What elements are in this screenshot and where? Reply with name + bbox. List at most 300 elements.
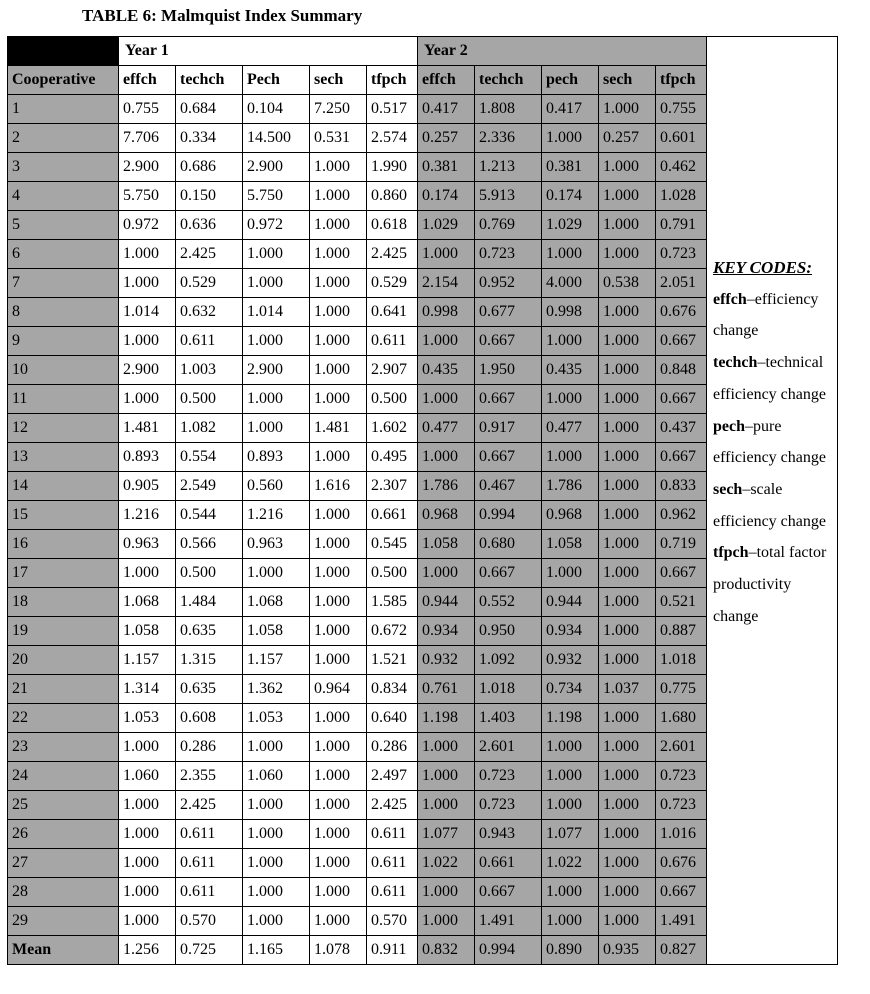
year2-cell: 1.491	[656, 907, 707, 936]
year1-cell: 1.000	[310, 211, 367, 240]
year1-cell: 0.618	[367, 211, 418, 240]
year2-cell: 1.022	[542, 849, 599, 878]
row-label: 19	[8, 617, 119, 646]
year1-cell: 1.000	[243, 878, 310, 907]
year2-cell: 1.000	[418, 907, 475, 936]
key-code-term: pech	[713, 417, 745, 435]
year2-cell: 0.667	[656, 559, 707, 588]
year2-cell: 1.028	[656, 182, 707, 211]
year2-cell: 1.000	[599, 559, 656, 588]
year1-cell: 2.574	[367, 124, 418, 153]
year1-cell: 1.000	[310, 443, 367, 472]
row-label: 24	[8, 762, 119, 791]
row-label: 18	[8, 588, 119, 617]
year1-cell: 0.334	[176, 124, 243, 153]
year1-label: Year 1	[119, 37, 418, 66]
mean-year2-cell: 0.994	[475, 936, 542, 965]
year2-cell: 0.462	[656, 153, 707, 182]
year1-cell: 1.000	[243, 559, 310, 588]
year2-cell: 0.932	[418, 646, 475, 675]
year2-cell: 0.521	[656, 588, 707, 617]
year2-cell: 0.667	[656, 385, 707, 414]
year2-cell: 0.667	[475, 878, 542, 907]
year1-cell: 0.641	[367, 298, 418, 327]
year2-cell: 0.676	[656, 849, 707, 878]
year-header-row	[8, 37, 838, 66]
mean-label: Mean	[8, 936, 119, 965]
year1-cell: 1.000	[310, 240, 367, 269]
year1-cell: 2.425	[176, 240, 243, 269]
year2-cell: 1.000	[418, 443, 475, 472]
year2-cell: 1.491	[475, 907, 542, 936]
year2-cell: 1.000	[542, 791, 599, 820]
table-caption: TABLE 6: Malmquist Index Summary	[82, 6, 363, 25]
year2-cell: 0.417	[542, 95, 599, 124]
year1-cell: 2.907	[367, 356, 418, 385]
year1-cell: 0.150	[176, 182, 243, 211]
year2-cell: 1.000	[599, 153, 656, 182]
row-label: 16	[8, 530, 119, 559]
year2-cell: 1.000	[542, 762, 599, 791]
year2-cell: 0.994	[475, 501, 542, 530]
year1-cell: 1.000	[119, 733, 176, 762]
year2-label: Year 2	[418, 37, 707, 66]
year1-cell: 1.000	[310, 820, 367, 849]
year1-cell: 1.314	[119, 675, 176, 704]
key-codes-panel	[707, 37, 838, 965]
blank-corner-cell	[8, 37, 119, 66]
row-label: 27	[8, 849, 119, 878]
year1-cell: 0.972	[243, 211, 310, 240]
year2-cell: 0.761	[418, 675, 475, 704]
year2-cell: 0.552	[475, 588, 542, 617]
year1-cell: 2.549	[176, 472, 243, 501]
year1-cell: 0.560	[243, 472, 310, 501]
year2-cell: 0.723	[656, 240, 707, 269]
header-y1-sech: sech	[310, 66, 367, 95]
year1-cell: 1.000	[119, 559, 176, 588]
year1-cell: 1.362	[243, 675, 310, 704]
year2-cell: 1.198	[542, 704, 599, 733]
year1-cell: 1.602	[367, 414, 418, 443]
row-label: 28	[8, 878, 119, 907]
year1-cell: 2.900	[119, 356, 176, 385]
row-label: 22	[8, 704, 119, 733]
year1-cell: 0.611	[367, 820, 418, 849]
year2-cell: 1.950	[475, 356, 542, 385]
year1-cell: 1.521	[367, 646, 418, 675]
year1-cell: 0.500	[367, 559, 418, 588]
year1-cell: 2.900	[119, 153, 176, 182]
year2-cell: 2.051	[656, 269, 707, 298]
year2-cell: 1.000	[599, 327, 656, 356]
year1-cell: 0.860	[367, 182, 418, 211]
row-label: 25	[8, 791, 119, 820]
year1-cell: 2.900	[243, 356, 310, 385]
year1-cell: 2.900	[243, 153, 310, 182]
year1-cell: 0.661	[367, 501, 418, 530]
year1-cell: 0.495	[367, 443, 418, 472]
year1-cell: 1.000	[119, 849, 176, 878]
year2-cell: 1.000	[542, 327, 599, 356]
year2-cell: 1.000	[599, 530, 656, 559]
year2-cell: 0.998	[418, 298, 475, 327]
row-label: 15	[8, 501, 119, 530]
year2-cell: 1.022	[418, 849, 475, 878]
header-y2-pech: pech	[542, 66, 599, 95]
mean-year2-cell: 0.935	[599, 936, 656, 965]
year1-cell: 1.000	[119, 269, 176, 298]
year2-cell: 0.734	[542, 675, 599, 704]
year1-cell: 1.000	[310, 530, 367, 559]
year2-cell: 1.786	[418, 472, 475, 501]
year2-cell: 0.932	[542, 646, 599, 675]
year1-cell: 0.635	[176, 617, 243, 646]
year2-cell: 0.769	[475, 211, 542, 240]
year1-cell: 1.000	[310, 878, 367, 907]
year1-cell: 1.068	[243, 588, 310, 617]
year1-cell: 0.672	[367, 617, 418, 646]
year2-cell: 5.913	[475, 182, 542, 211]
year2-cell: 2.601	[475, 733, 542, 762]
year1-cell: 0.531	[310, 124, 367, 153]
year2-cell: 0.257	[599, 124, 656, 153]
year2-cell: 1.000	[542, 443, 599, 472]
year2-cell: 0.848	[656, 356, 707, 385]
year1-cell: 1.014	[243, 298, 310, 327]
year1-cell: 1.000	[310, 849, 367, 878]
year2-cell: 0.667	[475, 443, 542, 472]
row-label: 23	[8, 733, 119, 762]
year2-cell: 1.037	[599, 675, 656, 704]
year2-cell: 0.257	[418, 124, 475, 153]
year1-cell: 1.000	[310, 617, 367, 646]
year2-cell: 1.213	[475, 153, 542, 182]
malmquist-table	[7, 36, 838, 965]
year2-cell: 0.998	[542, 298, 599, 327]
year2-cell: 0.661	[475, 849, 542, 878]
year2-cell: 1.000	[599, 211, 656, 240]
year2-cell: 0.667	[656, 443, 707, 472]
year1-cell: 0.570	[367, 907, 418, 936]
year1-cell: 1.000	[243, 414, 310, 443]
year1-cell: 1.000	[243, 240, 310, 269]
year1-cell: 1.000	[310, 733, 367, 762]
year2-cell: 0.755	[656, 95, 707, 124]
year2-cell: 1.000	[599, 298, 656, 327]
row-label: 9	[8, 327, 119, 356]
year2-cell: 1.786	[542, 472, 599, 501]
year2-cell: 0.775	[656, 675, 707, 704]
mean-year1-cell: 0.725	[176, 936, 243, 965]
year2-cell: 0.723	[475, 791, 542, 820]
mean-year1-cell: 1.256	[119, 936, 176, 965]
year2-cell: 1.000	[599, 472, 656, 501]
header-y1-effch: effch	[119, 66, 176, 95]
row-label: 12	[8, 414, 119, 443]
year1-cell: 14.500	[243, 124, 310, 153]
header-y1-techch: techch	[176, 66, 243, 95]
year1-cell: 1.060	[119, 762, 176, 791]
year2-cell: 0.437	[656, 414, 707, 443]
year2-cell: 1.000	[599, 385, 656, 414]
year2-cell: 0.667	[656, 327, 707, 356]
year2-cell: 0.667	[475, 327, 542, 356]
year2-cell: 1.058	[542, 530, 599, 559]
year2-cell: 1.000	[418, 791, 475, 820]
year1-cell: 1.000	[119, 878, 176, 907]
year1-cell: 7.250	[310, 95, 367, 124]
year1-cell: 0.611	[176, 878, 243, 907]
year1-cell: 0.635	[176, 675, 243, 704]
year2-cell: 0.968	[418, 501, 475, 530]
row-label: 21	[8, 675, 119, 704]
key-code-description: –technical efficiency change	[713, 354, 826, 403]
row-label: 3	[8, 153, 119, 182]
year2-cell: 1.077	[542, 820, 599, 849]
key-code-item	[713, 284, 833, 347]
year1-cell: 0.104	[243, 95, 310, 124]
row-label: 11	[8, 385, 119, 414]
key-code-item	[713, 474, 833, 537]
year1-cell: 1.058	[119, 617, 176, 646]
mean-year1-cell: 0.911	[367, 936, 418, 965]
header-y2-techch: techch	[475, 66, 542, 95]
year2-cell: 0.950	[475, 617, 542, 646]
year2-cell: 1.000	[599, 617, 656, 646]
year1-cell: 1.616	[310, 472, 367, 501]
year1-cell: 0.972	[119, 211, 176, 240]
year2-cell: 0.174	[418, 182, 475, 211]
year2-cell: 1.000	[599, 733, 656, 762]
year1-cell: 7.706	[119, 124, 176, 153]
year1-cell: 1.000	[243, 820, 310, 849]
year1-cell: 0.834	[367, 675, 418, 704]
year1-cell: 1.990	[367, 153, 418, 182]
row-label: 8	[8, 298, 119, 327]
year1-cell: 2.425	[367, 240, 418, 269]
year1-cell: 1.481	[310, 414, 367, 443]
year1-cell: 1.481	[119, 414, 176, 443]
year1-cell: 0.611	[367, 327, 418, 356]
year2-cell: 1.016	[656, 820, 707, 849]
year1-cell: 1.216	[119, 501, 176, 530]
year1-cell: 0.611	[176, 849, 243, 878]
year2-cell: 1.000	[599, 182, 656, 211]
year2-cell: 0.677	[475, 298, 542, 327]
year1-cell: 1.000	[310, 646, 367, 675]
key-code-term: effch	[713, 290, 747, 308]
year2-cell: 1.000	[599, 443, 656, 472]
year2-cell: 1.000	[418, 385, 475, 414]
key-code-item	[713, 411, 833, 474]
key-code-description: –scale efficiency change	[713, 480, 826, 530]
year1-cell: 1.000	[310, 298, 367, 327]
year2-cell: 1.000	[599, 820, 656, 849]
year2-cell: 1.198	[418, 704, 475, 733]
year1-cell: 1.000	[310, 907, 367, 936]
year2-cell: 1.092	[475, 646, 542, 675]
row-label: 17	[8, 559, 119, 588]
year1-cell: 1.000	[310, 356, 367, 385]
year2-cell: 0.467	[475, 472, 542, 501]
year1-cell: 1.315	[176, 646, 243, 675]
year2-cell: 0.174	[542, 182, 599, 211]
year2-cell: 1.000	[418, 878, 475, 907]
year1-cell: 0.500	[367, 385, 418, 414]
year1-cell: 0.686	[176, 153, 243, 182]
key-code-description: –total factor productivity change	[713, 544, 827, 625]
year1-cell: 2.497	[367, 762, 418, 791]
year2-cell: 0.477	[418, 414, 475, 443]
row-label: 4	[8, 182, 119, 211]
year2-cell: 1.000	[599, 95, 656, 124]
row-label: 14	[8, 472, 119, 501]
header-y2-sech: sech	[599, 66, 656, 95]
year2-cell: 0.968	[542, 501, 599, 530]
year2-cell: 0.381	[542, 153, 599, 182]
year1-cell: 0.611	[367, 878, 418, 907]
year1-cell: 2.307	[367, 472, 418, 501]
header-y2-tfpch: tfpch	[656, 66, 707, 95]
year1-cell: 1.000	[243, 907, 310, 936]
year1-cell: 1.000	[243, 849, 310, 878]
year1-cell: 1.000	[310, 385, 367, 414]
year2-cell: 1.403	[475, 704, 542, 733]
row-label: 10	[8, 356, 119, 385]
row-label: 1	[8, 95, 119, 124]
year1-cell: 0.500	[176, 559, 243, 588]
year1-cell: 2.425	[367, 791, 418, 820]
year1-cell: 0.964	[310, 675, 367, 704]
row-label: 7	[8, 269, 119, 298]
year1-cell: 0.905	[119, 472, 176, 501]
year2-cell: 0.943	[475, 820, 542, 849]
year1-cell: 1.053	[119, 704, 176, 733]
year1-cell: 0.611	[367, 849, 418, 878]
year2-cell: 1.000	[599, 501, 656, 530]
year1-cell: 0.529	[176, 269, 243, 298]
row-label: 29	[8, 907, 119, 936]
year1-cell: 1.000	[310, 762, 367, 791]
year1-cell: 0.684	[176, 95, 243, 124]
year1-cell: 1.000	[243, 327, 310, 356]
year2-cell: 0.417	[418, 95, 475, 124]
year2-cell: 0.917	[475, 414, 542, 443]
key-code-term: techch	[713, 354, 758, 372]
year2-cell: 0.723	[475, 762, 542, 791]
row-label: 26	[8, 820, 119, 849]
year1-cell: 2.355	[176, 762, 243, 791]
year1-cell: 0.566	[176, 530, 243, 559]
year2-cell: 0.719	[656, 530, 707, 559]
year1-cell: 0.611	[176, 327, 243, 356]
header-y1-tfpch: tfpch	[367, 66, 418, 95]
year2-cell: 0.944	[542, 588, 599, 617]
year2-cell: 1.000	[418, 762, 475, 791]
year2-cell: 1.058	[418, 530, 475, 559]
year1-cell: 1.060	[243, 762, 310, 791]
year2-cell: 0.667	[656, 878, 707, 907]
year1-cell: 0.755	[119, 95, 176, 124]
year1-cell: 1.000	[119, 385, 176, 414]
year2-cell: 0.887	[656, 617, 707, 646]
year2-cell: 1.000	[418, 327, 475, 356]
mean-year2-cell: 0.890	[542, 936, 599, 965]
year2-cell: 1.018	[475, 675, 542, 704]
year2-cell: 1.000	[418, 240, 475, 269]
year1-cell: 0.611	[176, 820, 243, 849]
year2-cell: 1.018	[656, 646, 707, 675]
year2-cell: 0.435	[418, 356, 475, 385]
mean-year2-cell: 0.832	[418, 936, 475, 965]
year1-cell: 1.157	[119, 646, 176, 675]
year1-cell: 0.529	[367, 269, 418, 298]
year1-cell: 1.000	[119, 820, 176, 849]
year1-cell: 1.058	[243, 617, 310, 646]
year2-cell: 0.538	[599, 269, 656, 298]
year1-cell: 1.000	[119, 907, 176, 936]
year1-cell: 1.216	[243, 501, 310, 530]
year2-cell: 1.000	[599, 762, 656, 791]
year2-cell: 1.000	[542, 385, 599, 414]
year2-cell: 1.000	[542, 733, 599, 762]
year1-cell: 0.636	[176, 211, 243, 240]
year2-cell: 2.601	[656, 733, 707, 762]
year1-cell: 1.000	[310, 182, 367, 211]
year2-cell: 4.000	[542, 269, 599, 298]
year1-cell: 1.000	[310, 153, 367, 182]
year1-cell: 1.000	[310, 269, 367, 298]
year2-cell: 1.000	[542, 907, 599, 936]
mean-year1-cell: 1.078	[310, 936, 367, 965]
year2-cell: 0.381	[418, 153, 475, 182]
year2-cell: 0.934	[542, 617, 599, 646]
header-cooperative: Cooperative	[8, 66, 119, 95]
key-code-item	[713, 347, 833, 410]
year2-cell: 0.952	[475, 269, 542, 298]
year1-cell: 5.750	[243, 182, 310, 211]
year1-cell: 1.157	[243, 646, 310, 675]
year1-cell: 0.545	[367, 530, 418, 559]
year1-cell: 2.425	[176, 791, 243, 820]
year1-cell: 0.963	[119, 530, 176, 559]
year1-cell: 1.082	[176, 414, 243, 443]
year2-cell: 1.000	[599, 704, 656, 733]
year2-cell: 0.723	[656, 762, 707, 791]
year2-cell: 1.000	[542, 124, 599, 153]
year2-cell: 0.934	[418, 617, 475, 646]
year2-cell: 0.601	[656, 124, 707, 153]
year1-cell: 0.286	[176, 733, 243, 762]
year1-cell: 0.893	[243, 443, 310, 472]
year1-cell: 1.000	[310, 501, 367, 530]
year1-cell: 1.000	[243, 733, 310, 762]
mean-year1-cell: 1.165	[243, 936, 310, 965]
year1-cell: 0.554	[176, 443, 243, 472]
key-codes-title: KEY CODES:	[713, 258, 813, 277]
year2-cell: 0.944	[418, 588, 475, 617]
row-label: 20	[8, 646, 119, 675]
year2-cell: 0.833	[656, 472, 707, 501]
header-y1-pech: Pech	[243, 66, 310, 95]
year2-cell: 0.723	[475, 240, 542, 269]
year1-cell: 0.632	[176, 298, 243, 327]
year1-cell: 0.286	[367, 733, 418, 762]
year2-cell: 0.680	[475, 530, 542, 559]
year1-cell: 1.068	[119, 588, 176, 617]
year2-cell: 1.029	[542, 211, 599, 240]
